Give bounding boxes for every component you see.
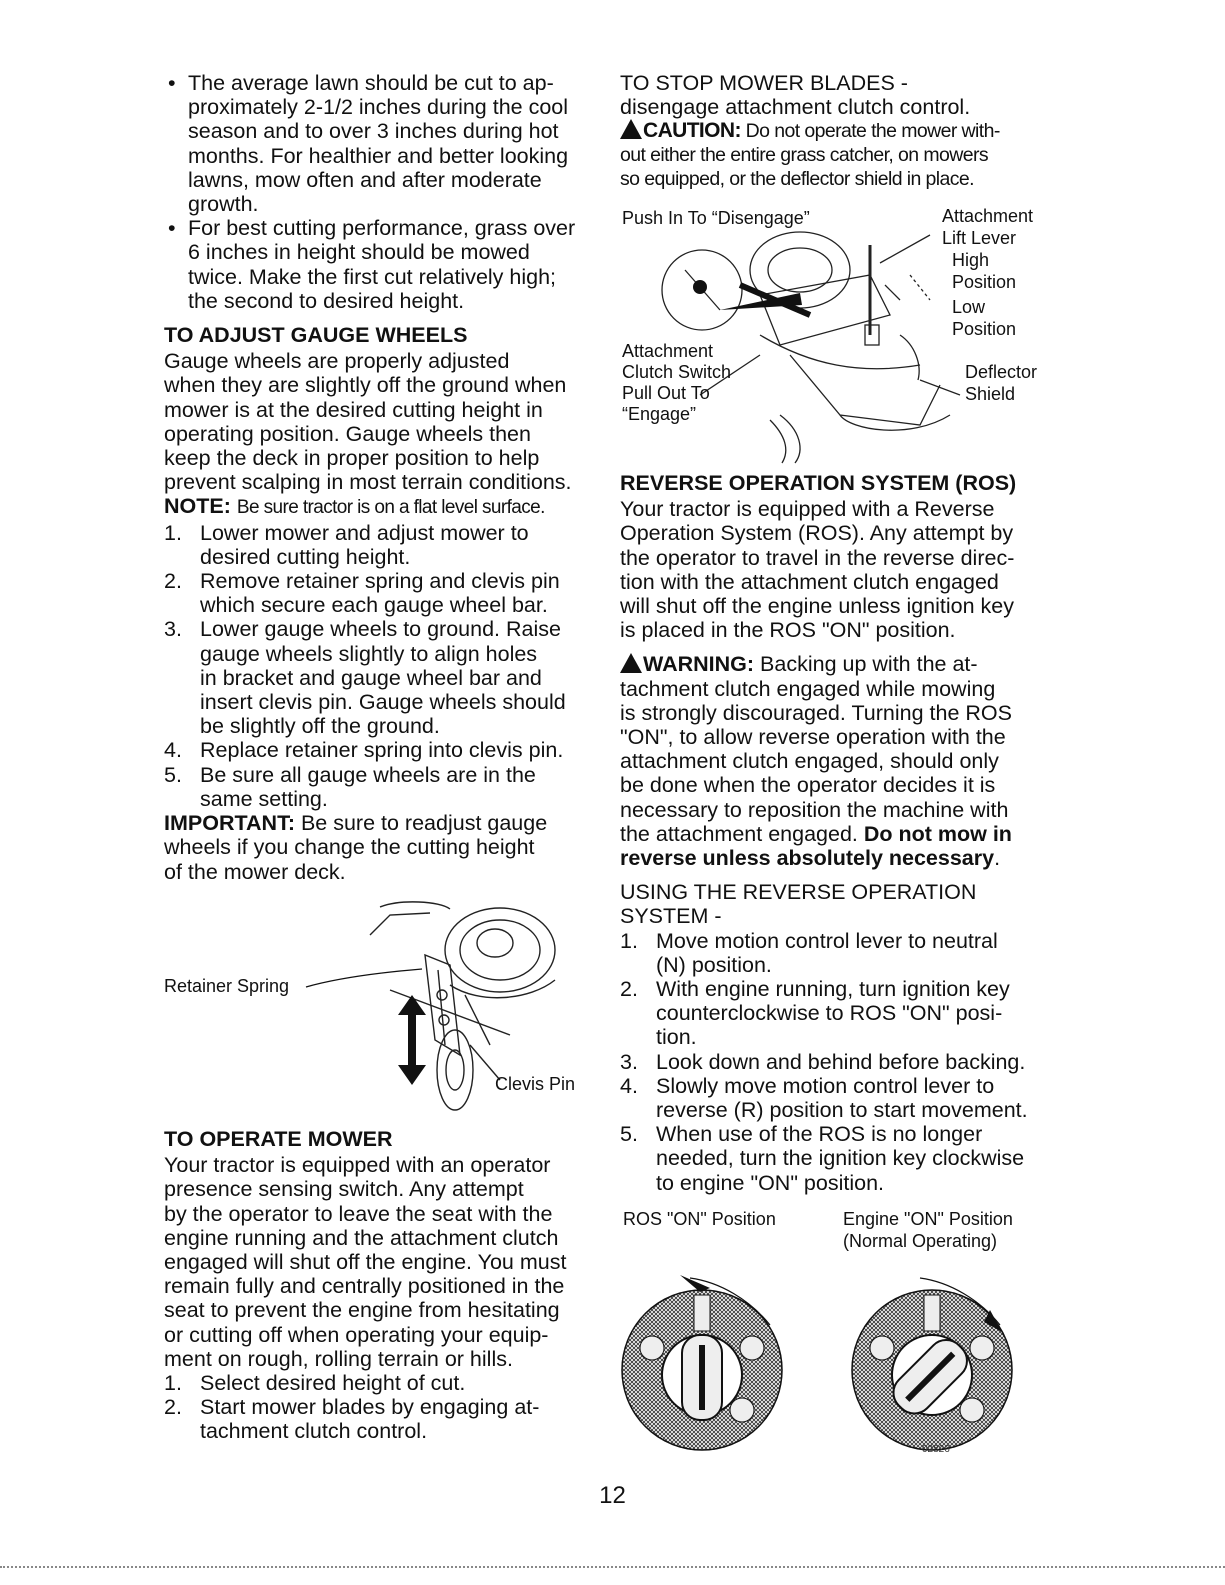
text-line: tion. (656, 1025, 697, 1050)
text-line: months. For healthier and better looking (188, 143, 569, 168)
gauge-wheel-diagram (330, 895, 590, 1135)
note-text: Be sure tractor is on a flat level surface. (236, 497, 545, 519)
text-line: presence sensing switch. Any attempt (164, 1177, 524, 1202)
text-line: Remove retainer spring and clevis pin (200, 569, 560, 594)
step-number: 1. (620, 928, 638, 953)
text-line: mower is at the desired cutting height in (164, 397, 543, 422)
text-line: ment on rough, rolling terrain or hills. (164, 1346, 513, 1371)
text-line: SYSTEM - (620, 904, 722, 929)
warning-triangle-icon (620, 653, 642, 673)
ignition-key-ros-dial (620, 1270, 785, 1455)
text-line: desired cutting height. (200, 544, 411, 569)
text-line: Be sure all gauge wheels are in the (200, 762, 536, 787)
step-number: 2. (620, 977, 638, 1002)
high-position-label: High Position (952, 250, 1017, 292)
operate-mower-heading: TO OPERATE MOWER (164, 1127, 393, 1151)
text-line: the attachment engaged. (620, 821, 864, 846)
retainer-leader-line (304, 965, 424, 995)
retainer-spring-label: Retainer Spring (164, 976, 290, 996)
attachment-lift-lever-label: Attachment Lift Lever (942, 206, 1034, 248)
step-number: 5. (620, 1122, 638, 1147)
list-item (620, 1074, 1060, 1122)
text-line: Replace retainer spring into clevis pin. (200, 738, 564, 763)
text-line: insert clevis pin. Gauge wheels should (200, 690, 566, 715)
step-number: 2. (164, 1395, 182, 1420)
caution-note (620, 119, 1050, 191)
text-line: proximately 2-1/2 inches during the cool (188, 95, 569, 120)
text-line: attachment clutch engaged, should only (620, 749, 999, 774)
warning-triangle-icon (620, 119, 642, 139)
note-label: NOTE: (164, 494, 231, 519)
text-line: be done when the operator decides it is (620, 773, 996, 798)
caution-label: CAUTION: (643, 119, 741, 143)
text-line: With engine running, turn ignition key (656, 977, 1010, 1002)
text-line: growth. (188, 192, 259, 217)
low-position-label: Low Position (952, 297, 1017, 339)
text-line: Your tractor is equipped with a Reverse (620, 497, 995, 522)
important-note (164, 811, 594, 884)
gauge-steps (164, 521, 594, 811)
list-item (164, 569, 594, 617)
text-line: is strongly discouraged. Turning the ROS (620, 700, 1012, 725)
ros-heading: REVERSE OPERATION SYSTEM (ROS) (620, 471, 1017, 495)
tractor-attachment-diagram (660, 215, 980, 465)
list-item (164, 521, 594, 569)
text-line: or cutting off when operating your equip- (164, 1322, 549, 1347)
list-item (164, 1371, 594, 1395)
text-line: out either the entire grass catcher, on mowers (620, 144, 989, 167)
text-line: tion with the attachment clutch engaged (620, 569, 999, 594)
text-line: Do not operate the mower with- (740, 120, 1000, 143)
text-line: (N) position. (656, 952, 772, 977)
ros-paragraph (620, 497, 1060, 642)
text-line: in bracket and gauge wheel bar and (200, 665, 542, 690)
text-line: to engine "ON" position. (656, 1170, 885, 1195)
text-line: lawns, mow often and after moderate (188, 167, 542, 192)
arrow-icon (680, 1275, 710, 1292)
text-line: the operator to travel in the reverse direc- (620, 545, 1015, 570)
stop-blades-heading: TO STOP MOWER BLADES - (620, 71, 908, 95)
text-line: engaged will shut off the engine. You must (164, 1250, 567, 1275)
step-number: 2. (164, 569, 182, 594)
step-number: 1. (164, 520, 182, 545)
important-label: IMPORTANT: (164, 811, 295, 836)
text-line: when they are slightly off the ground when (164, 373, 567, 398)
text-line: Slowly move motion control lever to (656, 1073, 995, 1098)
push-disengage-label: Push In To “Disengage” (622, 208, 810, 228)
bullet-list (164, 71, 594, 313)
step-number: 1. (164, 1371, 182, 1396)
warning-note (620, 652, 1060, 870)
text-line: will shut off the engine unless ignition key (620, 594, 1015, 619)
list-item: • For best cutting performance, grass over 6 inches in height should be mowed twice. Make the first cut relatively high; the second to desired height. (164, 216, 594, 313)
engine-on-position-label: Engine "ON" Position (Normal Operating) (843, 1209, 1013, 1251)
list-item (164, 617, 594, 738)
using-ros-steps (620, 929, 1060, 1195)
text-line: reverse (R) position to start movement. (656, 1098, 1028, 1123)
text-line: "ON", to allow reverse operation with the (620, 725, 1006, 750)
figure-code: 02826 (922, 1444, 950, 1455)
using-ros-heading (620, 880, 1060, 928)
text-line: season and to over 3 inches during hot (188, 119, 559, 144)
text-line: so equipped, or the deflector shield in place. (620, 168, 974, 191)
note (164, 494, 594, 520)
text-line: counterclockwise to ROS "ON" posi- (656, 1001, 1003, 1026)
bold-text: Do not mow in (863, 821, 1012, 846)
up-down-arrow-icon (398, 995, 426, 1085)
text-line: For best cutting performance, grass over (188, 216, 576, 241)
ignition-key-engine-dial (850, 1270, 1015, 1455)
text-line: 6 inches in height should be mowed (188, 240, 530, 265)
text-line: be slightly off the ground. (200, 714, 440, 739)
text-line: twice. Make the first cut relatively high; (188, 264, 557, 289)
text-line: Lower mower and adjust mower to (200, 520, 529, 545)
text-line: remain fully and centrally positioned in the (164, 1274, 565, 1299)
step-number: 3. (164, 617, 182, 642)
warning-label: WARNING: (643, 652, 755, 677)
text-line: disengage attachment clutch control. (620, 95, 971, 120)
list-item (620, 1050, 1060, 1074)
text-line: tachment clutch control. (200, 1419, 428, 1444)
step-number: 4. (164, 738, 182, 763)
operate-paragraph (164, 1153, 594, 1371)
list-item (164, 738, 594, 762)
page-number: 12 (599, 1482, 626, 1509)
text-line: Look down and behind before backing. (656, 1049, 1026, 1074)
text-line: USING THE REVERSE OPERATION (620, 880, 977, 905)
text-line: seat to prevent the engine from hesitating (164, 1298, 560, 1323)
text-line: Your tractor is equipped with an operator (164, 1153, 551, 1178)
list-item (620, 977, 1060, 1050)
bullet-1-text (188, 71, 594, 216)
bullet-2-text (188, 216, 594, 313)
scan-edge-line (0, 1566, 1225, 1568)
text-line: operating position. Gauge wheels then (164, 421, 531, 446)
operate-section (164, 1127, 594, 1444)
step-number: 3. (620, 1049, 638, 1074)
gauge-paragraph (164, 349, 594, 494)
bold-text: reverse unless absolutely necessary (620, 846, 995, 871)
text-line: . (994, 846, 1001, 871)
text-line: Operation System (ROS). Any attempt by (620, 521, 1014, 546)
text-line: engine running and the attachment clutch (164, 1225, 559, 1250)
list-item (164, 1395, 594, 1443)
text-line: The average lawn should be cut to ap- (188, 71, 554, 95)
text-line: prevent scalping in most terrain conditions. (164, 470, 572, 495)
text-line: keep the deck in proper position to help (164, 446, 540, 471)
right-column-top (620, 71, 1050, 191)
step-number: 5. (164, 762, 182, 787)
text-line: which secure each gauge wheel bar. (200, 593, 548, 618)
list-item (620, 929, 1060, 977)
right-column-main (620, 471, 1060, 1195)
text-line: needed, turn the ignition key clockwise (656, 1146, 1025, 1171)
list-item (164, 763, 594, 811)
deflector-shield-label: Deflector Shield (965, 362, 1038, 404)
text-line: Select desired height of cut. (200, 1371, 466, 1396)
text-line: same setting. (200, 786, 328, 811)
text-line: Lower gauge wheels to ground. Raise (200, 617, 561, 642)
text-line: of the mower deck. (164, 859, 346, 884)
text-line: Start mower blades by engaging at- (200, 1395, 540, 1420)
text-line: wheels if you change the cutting height (164, 835, 535, 860)
text-line: tachment clutch engaged while mowing (620, 676, 996, 701)
text-line: Be sure to readjust gauge (294, 811, 548, 836)
ros-on-position-label: ROS "ON" Position (623, 1209, 776, 1229)
text-line: by the operator to leave the seat with the (164, 1201, 553, 1226)
gauge-wheels-heading: TO ADJUST GAUGE WHEELS (164, 323, 468, 348)
clevis-pin-label: Clevis Pin (495, 1074, 576, 1094)
text-line: Move motion control lever to neutral (656, 928, 998, 953)
list-item: • The average lawn should be cut to ap- proximately 2-1/2 inches during the cool season and to over 3 inches during hot months. For healthier and better looking lawns, mow often and after moderate growth. (164, 71, 594, 216)
text-line: Gauge wheels are properly adjusted (164, 349, 510, 374)
clutch-switch-label: Attachment Clutch Switch Pull Out To “Engage” (622, 341, 732, 424)
step-number: 4. (620, 1073, 638, 1098)
text-line: the second to desired height. (188, 288, 465, 313)
text-line: gauge wheels slightly to align holes (200, 641, 538, 666)
text-line: necessary to reposition the machine with (620, 797, 1009, 822)
list-item (620, 1122, 1060, 1195)
text-line: is placed in the ROS "ON" position. (620, 618, 956, 643)
left-column (164, 71, 594, 884)
text-line: When use of the ROS is no longer (656, 1122, 983, 1147)
text-line: Backing up with the at- (754, 652, 978, 677)
